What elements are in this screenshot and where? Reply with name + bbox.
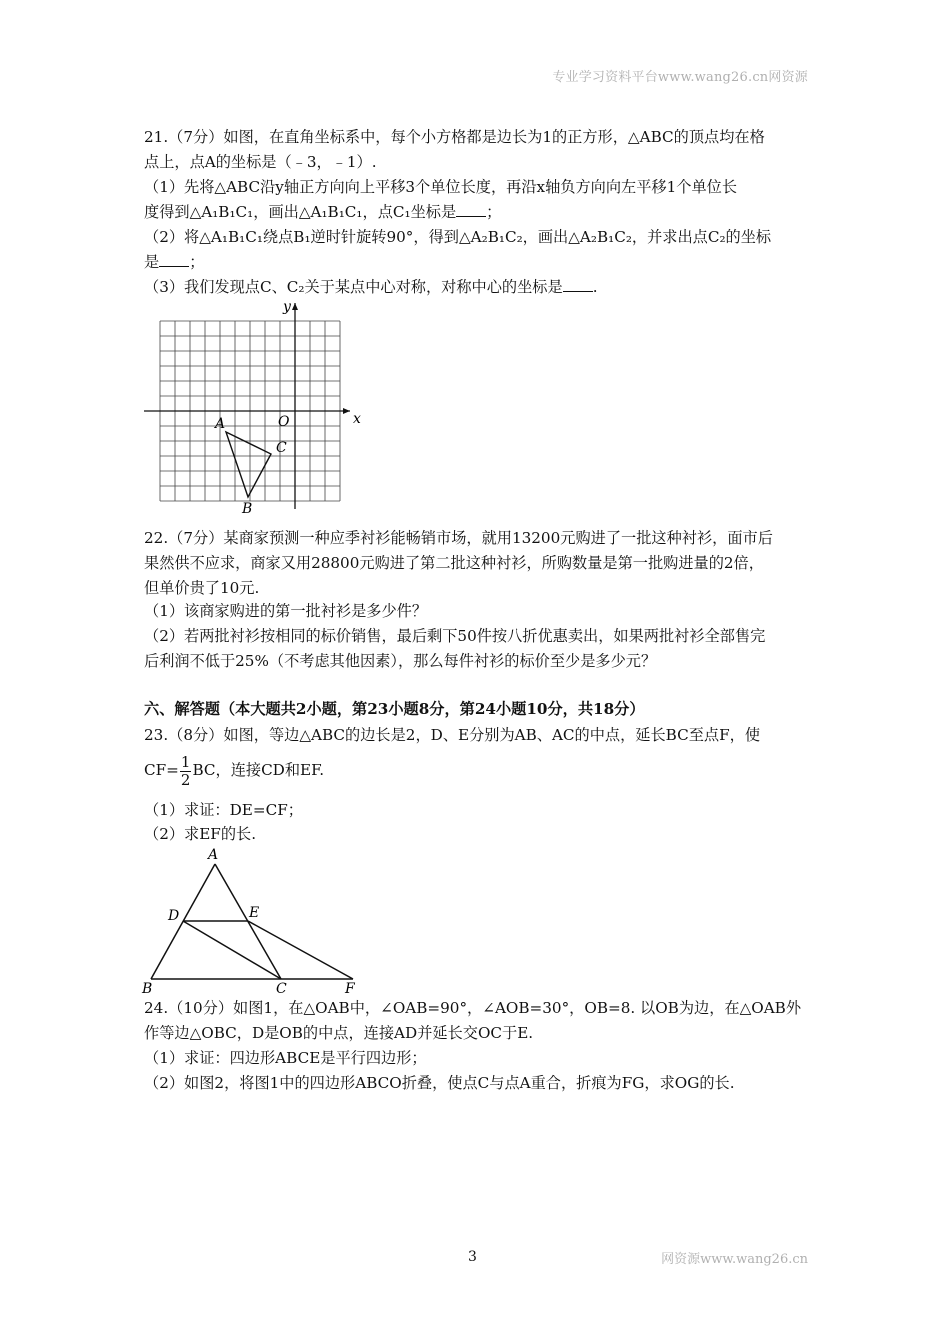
q22-part1: （1）该商家购进的第一批衬衫是多少件？ — [144, 602, 428, 620]
triangle-abc — [226, 432, 271, 497]
q23-part2: （2）求EF的长. — [144, 825, 257, 843]
q22-line2: 果然供不应求，商家又用28800元购进了第二批这种衬衫，所购数量是第一批购进量的2倍， — [144, 554, 764, 572]
section-6-heading: 六、解答题（本大题共2小题，第23小题8分，第24小题10分，共18分） — [144, 700, 645, 718]
q22-line1: 22.（7分）某商家预测一种应季衬衫能畅销市场，就用13200元购进了一批这种衬衫，面市后 — [144, 529, 773, 547]
q21-part1-b-text: 度得到△A₁B₁C₁，画出△A₁B₁C₁，点C₁坐标是 — [144, 203, 457, 221]
q21-grid-figure — [140, 297, 370, 517]
point-a-label: A — [215, 416, 226, 432]
q21-part1-b-end: ； — [486, 203, 502, 221]
y-axis-label: y — [283, 299, 291, 315]
q21-part2-b-text: 是 — [144, 253, 160, 271]
q21-part1-b — [144, 203, 501, 221]
q23-cf-prefix: CF= — [144, 761, 179, 779]
point-a-label: A — [208, 847, 219, 863]
page-footer-watermark: 网资源www.wang26.cn — [661, 1252, 808, 1267]
q21-line1: 21.（7分）如图，在直角坐标系中，每个小方格都是边长为1的正方形，△ABC的顶点均在格 — [144, 128, 765, 146]
point-d-label: D — [168, 908, 180, 924]
q24-line2: 作等边△OBC，D是OB的中点，连接AD并延长交OC于E. — [144, 1024, 534, 1042]
origin-label: O — [278, 414, 290, 430]
answer-blank[interactable] — [563, 279, 593, 292]
point-c-label: C — [276, 981, 287, 997]
q22-part2-a: （2）若两批衬衫按相同的标价销售，最后剩下50件按八折优惠卖出，如果两批衬衫全部售完 — [144, 627, 766, 645]
q21-part3-text: （3）我们发现点C、C₂关于某点中心对称，对称中心的坐标是 — [144, 278, 563, 296]
q22-line3: 但单价贵了10元. — [144, 579, 260, 597]
segment-dc — [183, 921, 281, 979]
answer-blank[interactable] — [159, 254, 189, 267]
point-c-label: C — [276, 440, 287, 456]
q21-part1-a: （1）先将△ABC沿y轴正方向向上平移3个单位长度，再沿x轴负方向向左平移1个单位长 — [144, 178, 738, 196]
x-axis-arrow — [343, 408, 350, 414]
q24-line1: 24.（10分）如图1，在△OAB中，∠OAB=90°，∠AOB=30°，OB=8. 以OB为边，在△OAB外 — [144, 999, 802, 1017]
q21-part3-end: . — [592, 278, 598, 296]
q23-cf-suffix: BC，连接CD和EF. — [192, 761, 325, 779]
q24-part1: （1）求证：四边形ABCE是平行四边形； — [144, 1049, 427, 1067]
q21-line2: 点上，点A的坐标是（﹣3，﹣1）. — [144, 153, 377, 171]
point-e-label: E — [249, 905, 260, 921]
q22-part2-b: 后利润不低于25%（不考虑其他因素），那么每件衬衫的标价至少是多少元？ — [144, 652, 657, 670]
q24-part2: （2）如图2，将图1中的四边形ABCO折叠，使点C与点A重合，折痕为FG，求OG的长. — [144, 1074, 735, 1092]
q23-line1: 23.（8分）如图，等边△ABC的边长是2，D、E分别为AB、AC的中点，延长BC至点F，使 — [144, 726, 761, 744]
q21-part2-b — [144, 253, 204, 271]
y-axis-arrow — [292, 303, 298, 310]
page-number: 3 — [468, 1249, 477, 1265]
q23-part1: （1）求证：DE=CF； — [144, 801, 303, 819]
fraction-one-half — [180, 754, 192, 789]
fraction-denominator: 2 — [180, 770, 191, 789]
fraction-numerator: 1 — [180, 752, 191, 771]
q23-triangle-figure — [138, 845, 368, 997]
q21-part3 — [144, 278, 598, 296]
answer-blank[interactable] — [456, 204, 486, 217]
page-header-watermark: 专业学习资料平台www.wang26.cn网资源 — [552, 70, 808, 85]
point-b-label: B — [142, 981, 153, 997]
q23-line2 — [144, 752, 324, 789]
x-axis-label: x — [353, 411, 361, 427]
q21-part2-a: （2）将△A₁B₁C₁绕点B₁逆时针旋转90°，得到△A₂B₁C₂，画出△A₂B₁C₂，并求出点C₂的坐标 — [144, 228, 772, 246]
point-f-label: F — [345, 981, 355, 997]
q21-part2-b-end: ； — [189, 253, 205, 271]
point-b-label: B — [242, 501, 253, 517]
